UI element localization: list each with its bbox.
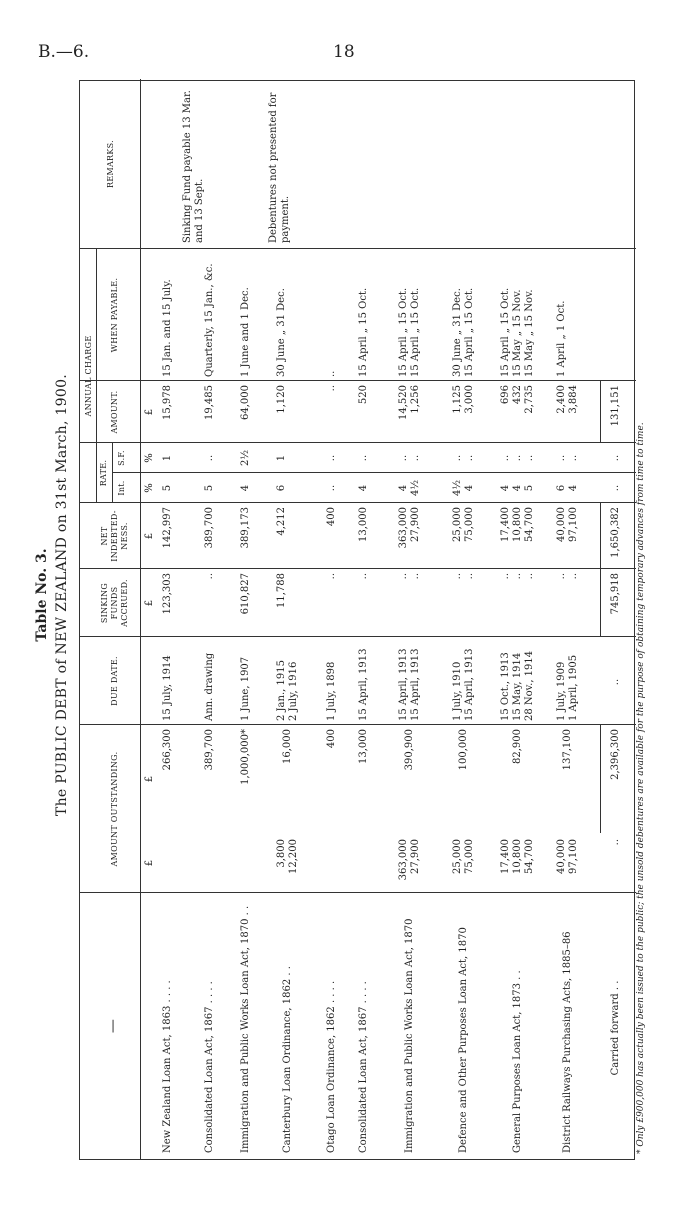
row-5-int <box>358 473 370 503</box>
row-6-net-line: 27,900 <box>410 507 421 542</box>
row-6-int-line: 4 <box>398 484 409 492</box>
row-9-due-line: 1 April, 1905 <box>568 654 579 721</box>
row-1-net-line: 389,700 <box>204 507 215 549</box>
row-2-due <box>240 639 252 721</box>
row-8-amount-line: 696 <box>500 385 511 405</box>
carried-forward-amount: 131,151 <box>610 385 621 427</box>
row-9-int-line: 6 <box>556 484 567 492</box>
row-9-net <box>556 507 580 569</box>
row-8-sf-line: .. <box>500 454 511 462</box>
row-8-sub-line: 10,800 <box>512 839 523 874</box>
row-2-amount <box>240 385 252 443</box>
unit-sinking: £ <box>144 599 155 607</box>
row-8-sub-line: 17,400 <box>500 839 511 874</box>
row-6-sinking-line: .. <box>398 573 409 580</box>
row-3-due-line: 2 July, 1916 <box>288 661 299 721</box>
row-7-when <box>452 251 476 377</box>
row-9-total-line: 137,100 <box>562 729 573 771</box>
row-6-due <box>398 639 422 721</box>
row-8-amount <box>500 385 536 443</box>
row-2-int-line: 4 <box>240 484 251 492</box>
row-5-amount <box>358 385 370 443</box>
row-9-due-line: 1 July, 1909 <box>556 661 567 721</box>
page-series: B.—6. <box>38 42 90 62</box>
row-7-sf-line: .. <box>452 454 463 462</box>
row-0-sinking-line: 123,303 <box>162 573 173 615</box>
row-8-when-line: 15 April „ 15 Oct. <box>500 287 511 377</box>
row-4-int-line: .. <box>326 484 337 492</box>
row-7-name-line: Defence and Other Purposes Loan Act, 1870 <box>458 927 469 1153</box>
row-7-sub-line: 25,000 <box>452 839 463 874</box>
row-3-sinking-line: 11,788 <box>276 573 287 608</box>
carried-forward-net: 1,650,382 <box>610 507 621 558</box>
row-4-sf <box>326 443 338 473</box>
row-4-sinking <box>326 573 338 637</box>
row-8-int-line: 4 <box>500 484 511 492</box>
header-sinking-funds: SINKING FUNDS ACCRUED. <box>100 579 129 627</box>
row-7-net-line: 25,000 <box>452 507 463 542</box>
row-5-int-line: 4 <box>358 484 369 492</box>
row-6-net-line: 363,000 <box>398 507 409 549</box>
row-6-amount-line: 1,256 <box>410 385 421 414</box>
row-8-amount-line: 2,735 <box>524 385 535 414</box>
row-7-net-line: 75,000 <box>464 507 475 542</box>
unit-amount-total: £ <box>144 775 155 783</box>
header-rate: RATE. <box>99 459 108 487</box>
row-6-total <box>404 729 416 833</box>
row-9-sf-line: .. <box>556 454 567 462</box>
row-9-sub-line: 97,100 <box>568 839 579 874</box>
row-0-name-line: New Zealand Loan Act, 1863 . . . . <box>162 980 173 1153</box>
row-8-int-line: 4 <box>512 484 523 492</box>
row-8-amount-line: 432 <box>512 385 523 405</box>
row-7-when-line: 30 June „ 31 Dec. <box>452 288 463 377</box>
row-8-sub-line: 54,700 <box>524 839 535 874</box>
header-divider <box>140 79 141 1159</box>
row-9-total <box>562 729 574 833</box>
row-4-name <box>326 897 338 1153</box>
row-9-sf-line: .. <box>568 454 579 462</box>
row-7-due-line: 15 April, 1913 <box>464 648 475 721</box>
row-5-sf <box>358 443 370 473</box>
row-4-due-line: 1 July, 1898 <box>326 661 337 721</box>
row-9-due <box>556 639 580 721</box>
table-title: Table No. 3. <box>34 548 50 642</box>
row-6-int-line: 4½ <box>410 479 421 497</box>
row-9-amount <box>556 385 580 443</box>
column-divider <box>80 724 636 725</box>
row-8-name-line: General Purposes Loan Act, 1873 . . <box>512 970 523 1153</box>
row-5-name <box>358 897 370 1153</box>
row-4-amount <box>326 385 338 443</box>
row-5-sinking <box>358 573 370 637</box>
row-5-due <box>358 639 370 721</box>
carried-forward-due: .. <box>610 678 621 686</box>
row-8-total <box>512 729 524 833</box>
row-8-int-line: 5 <box>524 484 535 492</box>
row-0-total-line: 266,300 <box>162 729 173 771</box>
row-8-net-line: 54,700 <box>524 507 535 542</box>
row-9-sinking-line: .. <box>556 573 567 580</box>
row-4-remark <box>268 79 292 243</box>
row-5-when <box>358 251 370 377</box>
row-6-int <box>398 473 422 503</box>
row-8-when-line: 15 May „ 15 Nov. <box>524 289 535 377</box>
row-9-sub <box>556 839 580 893</box>
row-3-when-line: 30 June „ 31 Dec. <box>276 288 287 377</box>
row-6-sf-line: .. <box>410 454 421 462</box>
row-0-name <box>162 897 174 1153</box>
row-5-sf-line: .. <box>358 454 369 462</box>
row-3-when <box>276 251 288 377</box>
row-8-due-line: 15 May, 1914 <box>512 652 523 721</box>
row-8-when-line: 15 May „ 15 Nov. <box>512 289 523 377</box>
row-2-sf-line: 2½ <box>240 449 251 467</box>
row-3-sf-line: 1 <box>276 454 287 462</box>
unit-annual-amount: £ <box>144 408 155 416</box>
header-sf: S.F. <box>117 450 126 466</box>
row-4-total <box>326 729 338 833</box>
row-8-total-line: 82,900 <box>512 729 523 764</box>
row-0-amount <box>162 385 174 443</box>
row-4-sinking-line: .. <box>326 573 337 580</box>
row-7-amount-line: 1,125 <box>452 385 463 414</box>
row-8-net-line: 10,800 <box>512 507 523 542</box>
header-net-indebtedness: NET INDEBTED-NESS. <box>100 510 129 562</box>
row-7-int-line: 4½ <box>452 479 463 497</box>
row-7-amount-line: 3,000 <box>464 385 475 414</box>
row-1-net <box>204 507 216 569</box>
row-8-sinking-line: .. <box>524 573 535 580</box>
row-6-when <box>398 251 422 377</box>
row-7-int <box>452 473 476 503</box>
row-5-net-line: 13,000 <box>358 507 369 542</box>
row-7-sub-line: 75,000 <box>464 839 475 874</box>
row-7-sinking-line: .. <box>464 573 475 580</box>
row-2-int <box>240 473 252 503</box>
row-7-when-line: 15 April „ 15 Oct. <box>464 287 475 377</box>
row-1-when <box>204 251 216 377</box>
row-0-sf <box>162 443 174 473</box>
row-9-amount-line: 2,400 <box>556 385 567 414</box>
row-1-total-line: 389,700 <box>204 729 215 771</box>
header-description: — <box>105 1018 121 1034</box>
row-5-name-line: Consolidated Loan Act, 1867 . . . . <box>358 981 369 1153</box>
row-3-int-line: 6 <box>276 484 287 492</box>
row-1-amount <box>204 385 216 443</box>
row-6-when-line: 15 April „ 15 Oct. <box>410 287 421 377</box>
row-6-total-line: 390,900 <box>404 729 415 771</box>
row-8-name <box>512 897 524 1153</box>
row-3-sub-line: 3,800 <box>276 839 287 868</box>
row-2-net <box>240 507 252 569</box>
row-7-due <box>452 639 476 721</box>
row-9-sub-line: 40,000 <box>556 839 567 874</box>
row-1-due-line: Ann. drawing <box>204 652 215 721</box>
header-annual-charge: ANNUAL CHARGE <box>84 335 93 417</box>
row-2-total-line: 1,000,000* <box>240 729 251 785</box>
row-2-amount-line: 64,000 <box>240 385 251 420</box>
row-0-net-line: 142,997 <box>162 507 173 549</box>
table-subtitle: The PUBLIC DEBT of NEW ZEALAND on 31st March, 1900. <box>54 373 70 817</box>
row-3-sinking <box>276 573 288 637</box>
row-3-sub-line: 12,200 <box>288 839 299 874</box>
row-3-int <box>276 473 288 503</box>
row-9-name-line: District Railways Purchasing Acts, 1885–86 <box>562 931 573 1153</box>
row-6-amount-line: 14,520 <box>398 385 409 420</box>
row-2-net-line: 389,173 <box>240 507 251 549</box>
row-9-int <box>556 473 580 503</box>
row-0-sinking <box>162 573 174 637</box>
total-rule <box>600 503 601 637</box>
total-rule <box>600 725 601 833</box>
carried-forward-int: .. <box>610 484 621 492</box>
row-3-total <box>282 729 294 833</box>
row-3-net-line: 4,212 <box>276 507 287 536</box>
row-8-due-line: 28 Nov., 1914 <box>524 650 535 721</box>
row-9-name <box>562 897 574 1153</box>
row-6-due-line: 15 April, 1913 <box>410 648 421 721</box>
row-2-when-line: 1 June and 1 Dec. <box>240 287 251 377</box>
row-4-due <box>326 639 338 721</box>
row-5-total <box>358 729 370 833</box>
row-3-net <box>276 507 288 569</box>
row-7-sub <box>452 839 476 893</box>
row-2-sinking-line: 610,827 <box>240 573 251 615</box>
row-9-sinking-line: .. <box>568 573 579 580</box>
row-4-total-line: 400 <box>326 729 337 749</box>
row-6-sinking-line: .. <box>410 573 421 580</box>
row-2-sf <box>240 443 252 473</box>
row-7-int-line: 4 <box>464 484 475 492</box>
row-4-when <box>326 251 338 377</box>
row-9-net-line: 97,100 <box>568 507 579 542</box>
row-0-amount-line: 15,978 <box>162 385 173 420</box>
row-9-sinking <box>556 573 580 637</box>
unit-int: % <box>144 483 155 493</box>
header-due-date: DUE DATE. <box>110 656 119 706</box>
row-0-net <box>162 507 174 569</box>
row-4-remark-line: Debentures not presented for payment. <box>268 92 291 243</box>
row-1-sinking-line: .. <box>204 573 215 580</box>
row-0-sf-line: 1 <box>162 454 173 462</box>
carried-forward-sf: .. <box>610 454 621 462</box>
row-8-net-line: 17,400 <box>500 507 511 542</box>
row-8-due <box>500 639 536 721</box>
row-8-sinking <box>500 573 536 637</box>
row-1-amount-line: 19,485 <box>204 385 215 420</box>
row-3-name <box>282 897 294 1153</box>
row-9-sf <box>556 443 580 473</box>
row-7-name <box>458 897 470 1153</box>
row-0-int <box>162 473 174 503</box>
row-1-total <box>204 729 216 833</box>
row-8-due-line: 15 Oct., 1913 <box>500 652 511 721</box>
row-7-due-line: 1 July, 1910 <box>452 661 463 721</box>
row-4-amount-line: .. <box>326 385 337 392</box>
row-7-net <box>452 507 476 569</box>
row-6-amount <box>398 385 422 443</box>
row-2-name-line: Immigration and Public Works Loan Act, 1870 . . <box>240 905 251 1153</box>
row-3-sub <box>276 839 300 893</box>
column-divider <box>80 380 636 381</box>
row-7-sinking <box>452 573 476 637</box>
row-8-int <box>500 473 536 503</box>
row-8-sf-line: .. <box>524 454 535 462</box>
row-1-sf <box>204 443 216 473</box>
row-4-sf-line: .. <box>326 454 337 462</box>
annual-charge-divider <box>96 249 97 503</box>
row-4-net-line: 400 <box>326 507 337 527</box>
unit-net: £ <box>144 532 155 540</box>
row-9-amount-line: 3,884 <box>568 385 579 414</box>
row-0-due-line: 15 July, 1914 <box>162 655 173 721</box>
row-5-amount-line: 520 <box>358 385 369 405</box>
row-1-name-line: Consolidated Loan Act, 1867 . . . . <box>204 981 215 1153</box>
unit-amount-sub: £ <box>144 859 155 867</box>
header-amount-outstanding: AMOUNT OUTSTANDING. <box>110 751 119 867</box>
row-1-due <box>204 639 216 721</box>
row-8-sinking-line: .. <box>500 573 511 580</box>
public-debt-table <box>79 80 635 1160</box>
carried-forward-sinking: 745,918 <box>610 573 621 615</box>
row-8-sub <box>500 839 536 893</box>
row-2-remark <box>182 79 206 243</box>
row-7-sinking-line: .. <box>452 573 463 580</box>
row-9-int-line: 4 <box>568 484 579 492</box>
row-8-net <box>500 507 536 569</box>
row-1-name <box>204 897 216 1153</box>
page-number: 18 <box>333 42 355 62</box>
row-0-when-line: 15 Jan. and 15 July. <box>162 279 173 377</box>
carried-forward-sub: .. <box>610 839 621 846</box>
row-4-when-line: .. <box>326 370 337 377</box>
row-0-total <box>162 729 174 833</box>
row-1-when-line: Quarterly, 15 Jan., &c. <box>204 263 215 377</box>
row-1-int-line: 5 <box>204 484 215 492</box>
row-2-sinking <box>240 573 252 637</box>
row-6-name-line: Immigration and Public Works Loan Act, 1870 <box>404 918 415 1153</box>
row-7-sf <box>452 443 476 473</box>
row-6-sub <box>398 839 422 893</box>
row-6-sf <box>398 443 422 473</box>
row-3-name-line: Canterbury Loan Ordinance, 1862 . . <box>282 966 293 1153</box>
row-8-sinking-line: .. <box>512 573 523 580</box>
row-3-sf <box>276 443 288 473</box>
row-7-amount <box>452 385 476 443</box>
row-5-sinking-line: .. <box>358 573 369 580</box>
row-6-sf-line: .. <box>398 454 409 462</box>
row-3-due-line: 2 Jan., 1915 <box>276 660 287 721</box>
row-6-when-line: 15 April „ 15 Oct. <box>398 287 409 377</box>
footnote: * Only £900,000 has actually been issued to the public; the unsold debentures are available for the purpose of obtaining temporary advances from time to time. <box>636 422 646 1154</box>
row-6-due-line: 15 April, 1913 <box>398 648 409 721</box>
row-6-name <box>404 897 416 1153</box>
column-divider <box>80 248 636 249</box>
row-3-amount <box>276 385 288 443</box>
row-4-int <box>326 473 338 503</box>
row-5-total-line: 13,000 <box>358 729 369 764</box>
total-rule <box>600 381 601 443</box>
row-7-sf-line: .. <box>464 454 475 462</box>
row-0-int-line: 5 <box>162 484 173 492</box>
row-9-when <box>556 251 568 377</box>
row-6-sub-line: 27,900 <box>410 839 421 874</box>
header-int: Int. <box>117 480 126 496</box>
row-8-when <box>500 251 536 377</box>
row-6-sub-line: 363,000 <box>398 839 409 881</box>
row-2-remark-line: Sinking Fund payable 13 Mar. and 13 Sept. <box>182 90 205 243</box>
carried-forward-total: 2,396,300 <box>610 729 621 780</box>
row-2-total <box>240 729 252 833</box>
row-1-sinking <box>204 573 216 637</box>
row-0-due <box>162 639 174 721</box>
row-8-sf <box>500 443 536 473</box>
row-3-total-line: 16,000 <box>282 729 293 764</box>
row-3-due <box>276 639 300 721</box>
row-2-when <box>240 251 252 377</box>
row-4-name-line: Otago Loan Ordinance, 1862 . . . . <box>326 980 337 1153</box>
unit-sf: % <box>144 453 155 463</box>
header-amount: AMOUNT. <box>110 390 119 434</box>
row-1-sf-line: .. <box>204 454 215 462</box>
row-9-when-line: 1 April „ 1 Oct. <box>556 300 567 377</box>
rate-subheader-divider <box>112 443 113 503</box>
header-remarks: REMARKS. <box>106 140 115 188</box>
row-0-when <box>162 251 174 377</box>
row-2-due-line: 1 June, 1907 <box>240 656 251 721</box>
carried-forward-label: Carried forward . . <box>610 980 621 1076</box>
rotated-table-page <box>30 30 670 1160</box>
row-6-net <box>398 507 422 569</box>
column-divider <box>80 892 636 893</box>
row-7-total <box>458 729 470 833</box>
row-7-total-line: 100,000 <box>458 729 469 771</box>
row-1-int <box>204 473 216 503</box>
row-2-name <box>240 897 252 1153</box>
row-8-sf-line: .. <box>512 454 523 462</box>
row-5-net <box>358 507 370 569</box>
row-5-due-line: 15 April, 1913 <box>358 648 369 721</box>
row-4-net <box>326 507 338 569</box>
header-when-payable: WHEN PAYABLE. <box>110 277 119 353</box>
row-5-when-line: 15 April „ 15 Oct. <box>358 287 369 377</box>
row-3-amount-line: 1,120 <box>276 385 287 414</box>
row-9-net-line: 40,000 <box>556 507 567 542</box>
row-6-sinking <box>398 573 422 637</box>
